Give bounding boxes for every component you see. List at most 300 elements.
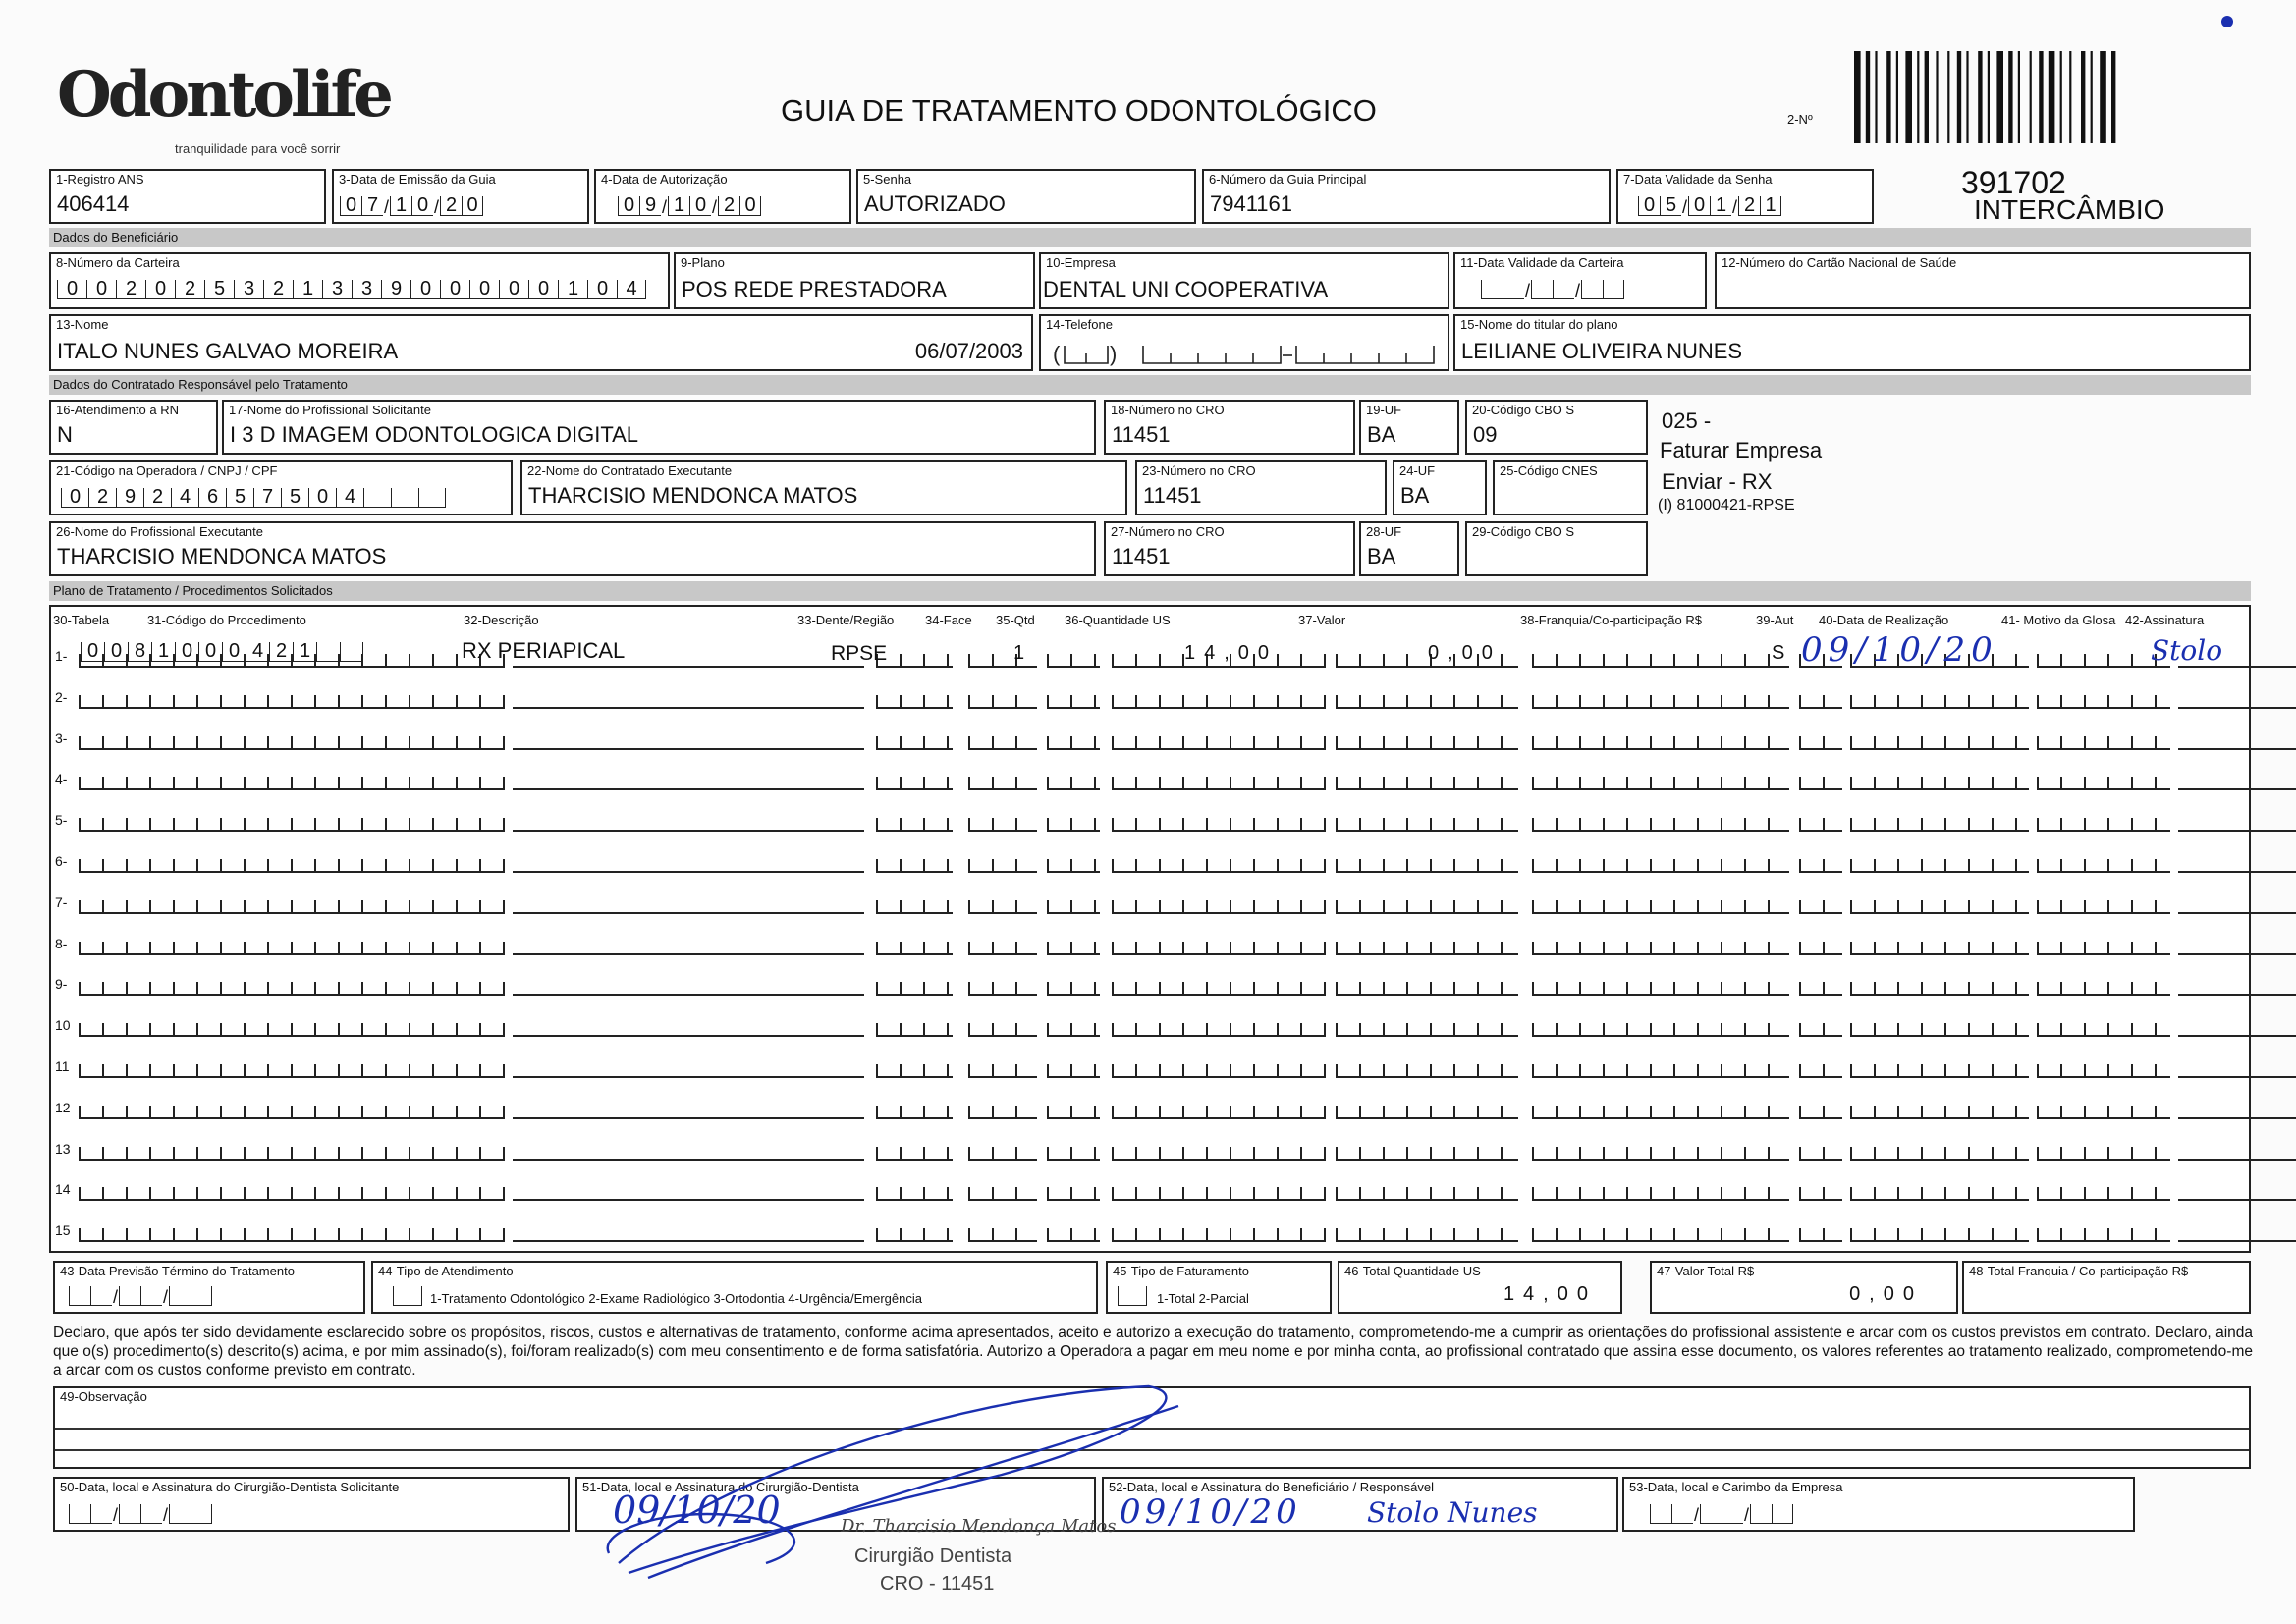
comb-tick (1300, 942, 1302, 955)
comb-tick (1015, 982, 1017, 996)
digit-cell (1722, 1504, 1743, 1524)
comb-tick (1182, 1147, 1184, 1161)
comb-tick (361, 1147, 363, 1161)
comb-tick (1673, 859, 1675, 873)
comb-tick (1430, 695, 1432, 709)
comb-tick (992, 818, 994, 832)
comb-tick (102, 695, 104, 709)
comb-tick (1992, 736, 1994, 750)
comb-tick (1823, 695, 1825, 709)
digit-cell: 0 (175, 642, 198, 662)
digit-cell: 3 (352, 280, 381, 299)
comb-tick (1968, 1106, 1970, 1119)
comb-tick (2060, 736, 2062, 750)
comb-tick (1532, 818, 1534, 832)
comb-tick (1579, 1023, 1581, 1037)
comb-tick (923, 695, 925, 709)
comb-tick (2084, 859, 2086, 873)
comb-tick (2155, 818, 2157, 832)
row-field-line (513, 788, 864, 790)
digit-cell (69, 1286, 90, 1306)
comb-tick (1968, 695, 1970, 709)
barcode-bar (2008, 51, 2012, 143)
comb-tick (1532, 982, 1534, 996)
comb-tick (149, 1187, 151, 1201)
comb-tick (1768, 1187, 1770, 1201)
comb-tick (1182, 859, 1184, 873)
comb-tick (126, 818, 128, 832)
comb-tick (1673, 1106, 1675, 1119)
comb-tick (2084, 900, 2086, 914)
comb-tick (1768, 818, 1770, 832)
carteira-combs (57, 280, 646, 299)
comb-tick (220, 1064, 222, 1078)
field-total-us: 46-Total Quantidade US 14,00 (1338, 1261, 1622, 1314)
comb-tick (220, 695, 222, 709)
digit-cell: 2 (1738, 196, 1760, 216)
comb-tick (149, 1023, 151, 1037)
digit-cell (119, 1504, 140, 1524)
comb-tick (1383, 736, 1385, 750)
row-field-line (1047, 912, 1100, 914)
comb-tick (1300, 818, 1302, 832)
comb-tick (267, 818, 269, 832)
comb-tick (1744, 1228, 1746, 1242)
row-field-line (2178, 707, 2296, 709)
comb-tick (900, 1064, 902, 1078)
comb-tick (1253, 818, 1255, 832)
comb-tick (1206, 736, 1208, 750)
comb-tick (503, 859, 505, 873)
comb-tick (338, 818, 340, 832)
comb-tick (1206, 1023, 1208, 1037)
comb-tick (1253, 1228, 1255, 1242)
comb-tick (1477, 900, 1479, 914)
comb-tick (1094, 1228, 1096, 1242)
comb-tick (1532, 900, 1534, 914)
digit-cell (191, 1504, 212, 1524)
comb-tick (1721, 900, 1722, 914)
comb-tick (291, 1023, 293, 1037)
comb-tick (409, 1228, 410, 1242)
row-field-line (876, 1035, 953, 1037)
comb-tick (1768, 982, 1770, 996)
comb-tick (173, 1064, 175, 1078)
comb-tick (267, 695, 269, 709)
comb-tick (1206, 859, 1208, 873)
comb-tick (1015, 1106, 1017, 1119)
comb-tick (291, 1228, 293, 1242)
row-field-line (1112, 994, 1326, 996)
comb-tick (79, 1147, 81, 1161)
digit-cell (316, 642, 340, 662)
comb-tick (1336, 1228, 1338, 1242)
comb-tick (314, 777, 316, 790)
comb-tick (1823, 736, 1825, 750)
comb-tick (1324, 942, 1326, 955)
comb-tick (220, 859, 222, 873)
row-number: 3- (55, 730, 68, 746)
note-faturar-empresa: Faturar Empresa (1660, 438, 1823, 462)
comb-tick (314, 1023, 316, 1037)
comb-tick (1300, 1228, 1302, 1242)
comb-tick (947, 736, 949, 750)
row-field-line (1336, 830, 1518, 832)
comb-tick (173, 818, 175, 832)
comb-tick (1823, 859, 1825, 873)
comb-tick (1253, 1064, 1255, 1078)
row-field-line (1532, 1240, 1789, 1242)
comb-tick (1897, 1147, 1899, 1161)
comb-tick (1047, 695, 1049, 709)
comb-tick (102, 736, 104, 750)
comb-tick (1721, 942, 1722, 955)
comb-tick (2084, 1147, 2086, 1161)
comb-tick (1823, 942, 1825, 955)
comb-tick (1112, 654, 1114, 668)
col-valor: 37-Valor (1298, 613, 1346, 627)
comb-tick (1047, 1064, 1049, 1078)
comb-tick (1015, 942, 1017, 955)
digit-cell (1603, 280, 1624, 299)
comb-tick (1336, 818, 1338, 832)
comb-tick (1556, 1187, 1558, 1201)
comb-tick (1277, 1187, 1279, 1201)
digit-cell: 9 (639, 196, 661, 216)
comb-tick (1721, 1023, 1722, 1037)
comb-tick (1135, 1228, 1137, 1242)
comb-tick (1359, 982, 1361, 996)
data-emissao-combs (340, 196, 483, 216)
barcode-bar (2030, 51, 2032, 143)
comb-tick (1430, 777, 1432, 790)
comb-tick (1721, 695, 1722, 709)
comb-tick (1697, 654, 1699, 668)
barcode-bar (1978, 51, 1982, 143)
comb-tick (923, 818, 925, 832)
field-assinatura-beneficiario: 52-Data, local e Assinatura do Beneficiário / Responsável 09/10/20 Stolo Nunes (1102, 1477, 1618, 1532)
comb-tick (1047, 942, 1049, 955)
row-field-line (876, 788, 953, 790)
comb-tick (1768, 1023, 1770, 1037)
comb-tick (503, 777, 505, 790)
comb-tick (1673, 1147, 1675, 1161)
comb-tick (1112, 1064, 1114, 1078)
comb-tick (1992, 1187, 1994, 1201)
tipo-faturamento-box[interactable] (1118, 1286, 1147, 1306)
comb-tick (968, 1064, 970, 1078)
comb-tick (1383, 1064, 1385, 1078)
comb-tick (1673, 982, 1675, 996)
comb-tick (479, 982, 481, 996)
comb-tick (923, 654, 925, 668)
comb-tick (267, 900, 269, 914)
comb-tick (1697, 1023, 1699, 1037)
barcode-bar (2018, 51, 2020, 143)
field-observacao[interactable]: 49-Observação (53, 1386, 2251, 1469)
comb-tick (1579, 1147, 1581, 1161)
row-field-line (1047, 748, 1100, 750)
comb-tick (876, 1228, 878, 1242)
comb-tick (1182, 695, 1184, 709)
date-separator: / (113, 1287, 119, 1307)
comb-tick (923, 982, 925, 996)
comb-tick (1799, 982, 1801, 996)
comb-tick (1430, 1106, 1432, 1119)
digit-cell (363, 488, 391, 508)
comb-tick (900, 736, 902, 750)
comb-tick (1501, 1064, 1503, 1078)
comb-tick (1532, 736, 1534, 750)
comb-tick (1300, 1064, 1302, 1078)
comb-tick (1406, 942, 1408, 955)
comb-tick (1324, 736, 1326, 750)
row-field-line (1112, 1035, 1326, 1037)
comb-tick (1453, 1023, 1455, 1037)
comb-tick (1159, 900, 1161, 914)
comb-tick (1253, 900, 1255, 914)
comb-tick (1430, 818, 1432, 832)
comb-tick (409, 1064, 410, 1078)
comb-tick (1094, 1147, 1096, 1161)
comb-tick (1650, 1228, 1652, 1242)
comb-tick (1897, 1106, 1899, 1119)
row-field-line (876, 1076, 953, 1078)
comb-tick (1324, 859, 1326, 873)
comb-tick (1603, 859, 1605, 873)
row-field-line (1532, 953, 1789, 955)
comb-tick (1430, 1228, 1432, 1242)
comb-tick (1230, 1106, 1231, 1119)
comb-tick (1277, 942, 1279, 955)
tipo-atendimento-box[interactable] (393, 1286, 422, 1306)
comb-tick (503, 1023, 505, 1037)
comb-tick (1336, 736, 1338, 750)
row-field-line (1047, 788, 1100, 790)
row-field-line (2037, 1240, 2170, 1242)
comb-tick (1015, 777, 1017, 790)
comb-tick (1159, 1106, 1161, 1119)
comb-tick (1501, 900, 1503, 914)
comb-tick (1135, 859, 1137, 873)
row-field-line (2178, 748, 2296, 750)
comb-tick (2131, 1023, 2133, 1037)
comb-tick (1300, 900, 1302, 914)
comb-tick (1159, 1228, 1161, 1242)
comb-tick (126, 777, 128, 790)
comb-tick (1697, 1147, 1699, 1161)
digit-cell: 9 (381, 280, 410, 299)
comb-tick (1135, 1064, 1137, 1078)
comb-tick (149, 859, 151, 873)
comb-tick (1897, 1064, 1899, 1078)
digit-cell: 0 (104, 642, 128, 662)
row-field-line (968, 707, 1037, 709)
digit-cell: 2 (175, 280, 204, 299)
comb-tick (2155, 1106, 2157, 1119)
digit-cell: 0 (222, 642, 246, 662)
comb-tick (1182, 818, 1184, 832)
comb-tick (291, 1187, 293, 1201)
comb-tick (244, 982, 246, 996)
comb-tick (2084, 736, 2086, 750)
comb-tick (2015, 736, 2017, 750)
comb-tick (1799, 695, 1801, 709)
barcode-caption: INTERCÂMBIO (1974, 194, 2165, 225)
comb-tick (1897, 942, 1899, 955)
comb-tick (2084, 942, 2086, 955)
comb-tick (1324, 1187, 1326, 1201)
comb-tick (220, 736, 222, 750)
comb-tick (1047, 1187, 1049, 1201)
comb-tick (968, 1106, 970, 1119)
comb-tick (947, 818, 949, 832)
comb-tick (1673, 942, 1675, 955)
comb-tick (1230, 1228, 1231, 1242)
comb-tick (1430, 736, 1432, 750)
digit-cell: 5 (1660, 196, 1681, 216)
row-field-line (1532, 1159, 1789, 1161)
comb-tick (1406, 777, 1408, 790)
date-separator: / (1682, 197, 1688, 217)
row-field-line (1336, 912, 1518, 914)
row-field-line (1336, 707, 1518, 709)
row-field-line (1532, 1076, 1789, 1078)
row-field-line (876, 748, 953, 750)
comb-tick (479, 695, 481, 709)
comb-tick (1626, 1064, 1628, 1078)
comb-tick (992, 1023, 994, 1037)
comb-tick (1874, 942, 1876, 955)
comb-tick (1430, 1147, 1432, 1161)
barcode-bar (2100, 51, 2106, 143)
comb-tick (1253, 859, 1255, 873)
comb-tick (126, 859, 128, 873)
comb-tick (314, 1147, 316, 1161)
date-separator: / (662, 197, 668, 217)
comb-tick (479, 900, 481, 914)
comb-tick (1673, 695, 1675, 709)
digit-cell (1581, 280, 1603, 299)
comb-tick (1921, 736, 1923, 750)
comb-tick (2107, 1187, 2109, 1201)
comb-tick (314, 736, 316, 750)
comb-tick (432, 777, 434, 790)
comb-tick (385, 818, 387, 832)
comb-tick (149, 1106, 151, 1119)
digit-cell (69, 1504, 90, 1524)
row-field-line (1047, 994, 1100, 996)
comb-tick (1406, 736, 1408, 750)
comb-tick (1874, 1187, 1876, 1201)
comb-tick (1992, 777, 1994, 790)
comb-tick (2060, 818, 2062, 832)
digit-cell: 4 (336, 488, 363, 508)
row-field-line (1047, 830, 1100, 832)
rn-value: N (57, 422, 73, 447)
comb-tick (267, 1228, 269, 1242)
field-validade-senha: 7-Data Validade da Senha 0 5 / 0 1 / 2 1 (1616, 169, 1874, 224)
comb-tick (947, 1228, 949, 1242)
comb-tick (2107, 1064, 2109, 1078)
digit-cell: 0 (411, 196, 433, 216)
comb-tick (2155, 1228, 2157, 1242)
comb-tick (1650, 1187, 1652, 1201)
comb-tick (1650, 942, 1652, 955)
comb-tick (1673, 1064, 1675, 1078)
comb-tick (1336, 1187, 1338, 1201)
comb-tick (409, 859, 410, 873)
registro-ans-value: 406414 (57, 191, 130, 216)
comb-tick (1744, 654, 1746, 668)
field-empresa: 10-Empresa DENTAL UNI COOPERATIVA (1039, 252, 1449, 309)
svg-text:): ) (1110, 342, 1118, 366)
comb-tick (900, 942, 902, 955)
comb-tick (196, 1023, 198, 1037)
digit-cell: 0 (308, 488, 336, 508)
comb-tick (2107, 982, 2109, 996)
comb-tick (1944, 1064, 1946, 1078)
comb-tick (1968, 982, 1970, 996)
comb-tick (1897, 695, 1899, 709)
field-cbo-29: 29-Código CBO S (1465, 521, 1648, 576)
comb-tick (876, 1187, 878, 1201)
comb-tick (2015, 942, 2017, 955)
comb-tick (1015, 736, 1017, 750)
comb-tick (2131, 1228, 2133, 1242)
comb-tick (1070, 736, 1072, 750)
digit-cell: 0 (739, 196, 761, 216)
comb-tick (291, 1064, 293, 1078)
row-field-line (1850, 748, 2029, 750)
comb-tick (361, 1228, 363, 1242)
comb-tick (361, 736, 363, 750)
barcode-bar (2091, 51, 2093, 143)
comb-tick (1383, 1187, 1385, 1201)
row-field-line (2178, 953, 2296, 955)
comb-tick (409, 777, 410, 790)
svg-text:(: ( (1053, 342, 1061, 366)
barcode-bar (1957, 51, 1961, 143)
comb-tick (1721, 777, 1722, 790)
row-field-line (1047, 1199, 1100, 1201)
comb-tick (992, 1228, 994, 1242)
comb-tick (1159, 777, 1161, 790)
comb-tick (1874, 1023, 1876, 1037)
comb-tick (1944, 818, 1946, 832)
comb-tick (149, 1228, 151, 1242)
comb-tick (1850, 1064, 1852, 1078)
comb-tick (1477, 1187, 1479, 1201)
comb-tick (1359, 859, 1361, 873)
date-separator: / (163, 1287, 169, 1307)
comb-tick (173, 736, 175, 750)
comb-tick (1047, 1023, 1049, 1037)
comb-tick (1159, 654, 1161, 668)
comb-tick (1992, 1106, 1994, 1119)
comb-tick (1501, 695, 1503, 709)
comb-tick (385, 695, 387, 709)
row-field-line (1799, 830, 1842, 832)
comb-tick (1744, 1187, 1746, 1201)
comb-tick (267, 1147, 269, 1161)
comb-tick (1277, 982, 1279, 996)
comb-tick (385, 777, 387, 790)
plano-value: POS REDE PRESTADORA (682, 277, 947, 301)
field-telefone: 14-Telefone ( ) (1039, 314, 1449, 371)
comb-tick (2037, 1228, 2039, 1242)
comb-tick (1070, 777, 1072, 790)
